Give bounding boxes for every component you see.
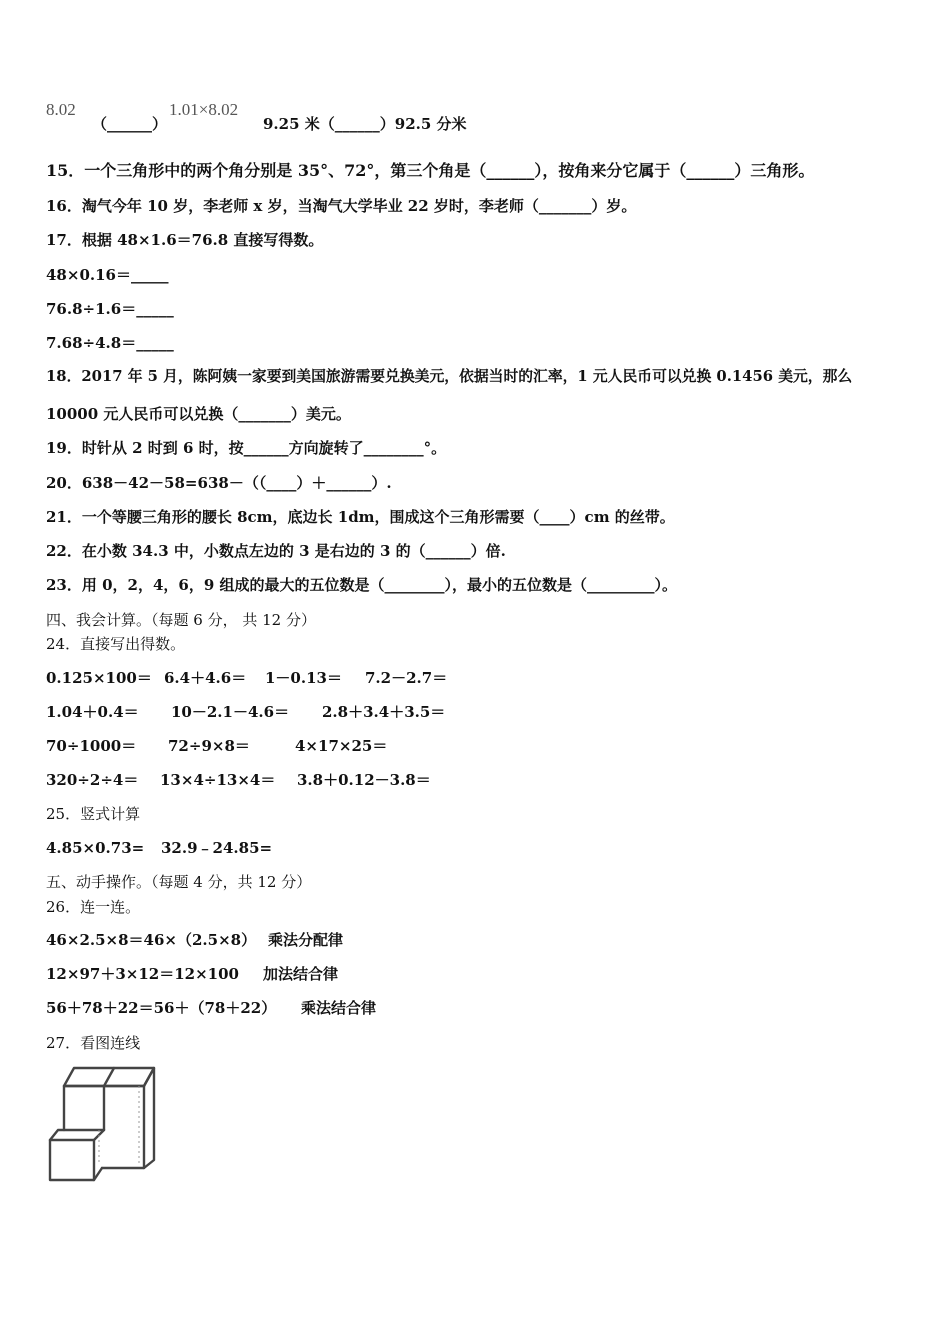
question-21: 21．一个等腰三角形的腰长 8cm，底边长 1dm，围成这个三角形需要（____）cm 的丝带。 bbox=[46, 508, 675, 526]
calc-item: 4×17×25＝ bbox=[295, 737, 388, 755]
question-18-line-1: 18．2017 年 5 月，陈阿姨一家要到美国旅游需要兑换美元，依据当时的汇率，1 元人民币可以兑换 0.1456 美元，那么 bbox=[46, 368, 853, 385]
calc-item: 1－0.13＝ bbox=[265, 669, 342, 687]
calc-row bbox=[46, 668, 447, 688]
calc-item: 70÷1000＝ bbox=[46, 737, 137, 755]
question-17-title: 17．根据 48×1.6＝76.8 直接写得数。 bbox=[46, 231, 324, 249]
match-law: 乘法分配律 bbox=[268, 931, 344, 949]
section-5-heading: 五、动手操作。（每题 4 分，共 12 分） bbox=[46, 873, 312, 891]
calc-item: 1.04＋0.4＝ bbox=[46, 703, 139, 721]
question-15: 15．一个三角形中的两个角分别是 35°、72°，第三个角是（______），按角来分它属于（______）三角形。 bbox=[46, 161, 815, 180]
question-24-title: 24．直接写出得数。 bbox=[46, 635, 186, 653]
match-expression: 56＋78＋22＝56＋（78＋22） bbox=[46, 999, 277, 1017]
match-row bbox=[46, 998, 376, 1018]
calc-row bbox=[46, 770, 431, 790]
section-4-heading: 四、我会计算。（每题 6 分， 共 12 分） bbox=[46, 611, 316, 629]
calc-item: 72÷9×8＝ bbox=[168, 737, 250, 755]
calc-item: 0.125×100＝ bbox=[46, 669, 152, 687]
match-law: 加法结合律 bbox=[263, 965, 339, 983]
calc-item: 2.8＋3.4＋3.5＝ bbox=[322, 703, 446, 721]
question-17-item: 7.68÷4.8＝_____ bbox=[46, 334, 174, 352]
match-law: 乘法结合律 bbox=[301, 999, 377, 1017]
match-expression: 46×2.5×8＝46×（2.5×8） bbox=[46, 931, 257, 949]
question-23: 23．用 0，2，4，6，9 组成的最大的五位数是（________），最小的五位数是（_________）。 bbox=[46, 576, 678, 594]
calc-item: 13×4÷13×4＝ bbox=[160, 771, 276, 789]
question-20: 20．638－42－58=638－（（____）＋______）. bbox=[46, 474, 392, 492]
question-22: 22．在小数 34.3 中，小数点左边的 3 是右边的 3 的（______）倍. bbox=[46, 542, 506, 560]
question-19: 19．时针从 2 时到 6 时，按______方向旋转了________°。 bbox=[46, 439, 447, 457]
calc-item: 7.2－2.7＝ bbox=[365, 669, 448, 687]
question-26-title: 26．连一连。 bbox=[46, 898, 141, 916]
calc-row bbox=[46, 736, 387, 756]
question-17-item: 76.8÷1.6＝_____ bbox=[46, 300, 174, 318]
calc-row bbox=[46, 702, 445, 722]
match-row bbox=[46, 964, 338, 984]
top-blank-1: （______） bbox=[92, 115, 168, 133]
calc-item: 320÷2÷4＝ bbox=[46, 771, 139, 789]
vertical-calc-row bbox=[46, 838, 272, 858]
top-value-a: 8.02 bbox=[46, 100, 76, 119]
question-16: 16．淘气今年 10 岁，李老师 x 岁，当淘气大学毕业 22 岁时，李老师（_______）岁。 bbox=[46, 197, 637, 215]
vertical-calc-item: 4.85×0.73= bbox=[46, 839, 145, 857]
match-row bbox=[46, 930, 343, 950]
question-18-line-2: 10000 元人民币可以兑换（_______）美元。 bbox=[46, 405, 351, 423]
calc-item: 3.8＋0.12－3.8＝ bbox=[297, 771, 431, 789]
top-compare-length: 9.25 米（______）92.5 分米 bbox=[263, 115, 467, 133]
question-25-title: 25．竖式计算 bbox=[46, 805, 141, 823]
top-value-b: 1.01×8.02 bbox=[169, 100, 239, 119]
calc-item: 10－2.1－4.6＝ bbox=[171, 703, 290, 721]
match-expression: 12×97＋3×12＝12×100 bbox=[46, 965, 239, 983]
cube-stack-figure bbox=[44, 1064, 158, 1182]
calc-item: 6.4＋4.6＝ bbox=[164, 669, 247, 687]
vertical-calc-item: 32.9﹣24.85= bbox=[161, 839, 273, 857]
question-17-item: 48×0.16＝_____ bbox=[46, 266, 169, 284]
question-27-title: 27．看图连线 bbox=[46, 1034, 141, 1052]
